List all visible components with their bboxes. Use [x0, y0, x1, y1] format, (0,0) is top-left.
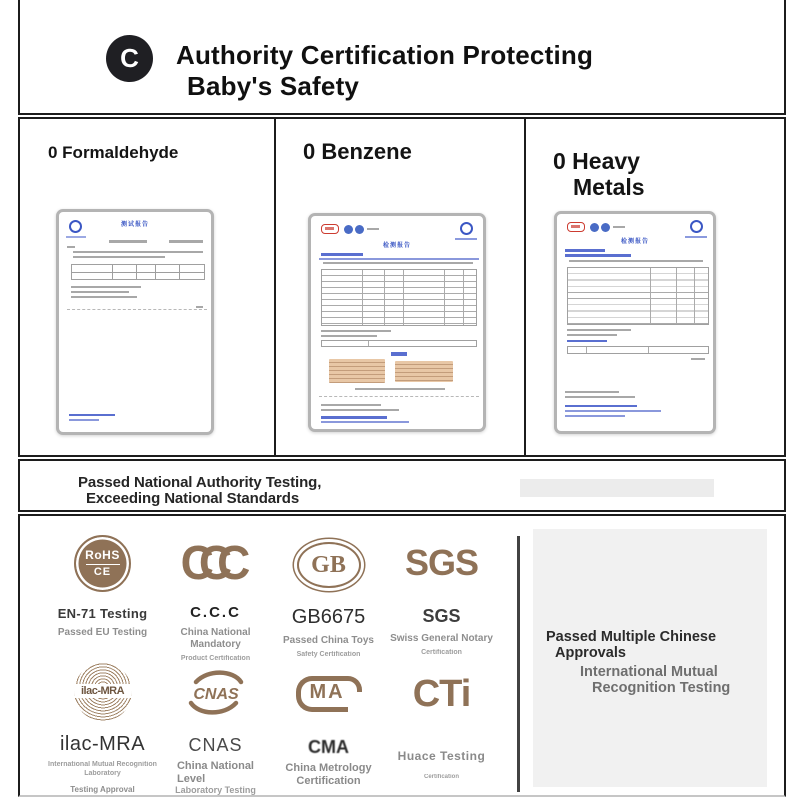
report-title: 检测报告	[620, 239, 649, 245]
logo-title: GB6675	[291, 606, 366, 628]
logo-subtitle: Level	[177, 773, 206, 785]
logo-cell-ilac-mra	[46, 663, 159, 794]
heavy-metals-test-report-image	[554, 211, 716, 434]
cert-blue-dot-icon	[355, 225, 364, 234]
lab-logo-icon	[460, 222, 473, 235]
page-title-line2: Baby's Safety	[187, 71, 360, 101]
lab-logo-icon	[690, 220, 703, 233]
approvals-summary-panel	[533, 529, 767, 787]
logo-subtitle: Passed China Toys	[283, 635, 374, 646]
logo-cell-cma	[272, 663, 385, 794]
chinese-approvals-text: Passed Multiple Chinese Approvals	[546, 629, 717, 661]
band-highlight-rect	[520, 479, 714, 497]
approvals-section	[18, 514, 786, 797]
logo-subtitle: China National	[180, 627, 251, 638]
logo-title: CNAS	[188, 735, 243, 755]
report-title: 检测报告	[382, 243, 411, 249]
logo-title: C.C.C	[190, 604, 241, 621]
sgs-logo-icon: SGS	[404, 542, 479, 583]
page-title	[176, 40, 593, 102]
c-badge-icon: C	[106, 35, 153, 82]
logo-subtitle: China Metrology	[285, 762, 372, 774]
logo-subtitle: China National	[176, 760, 254, 772]
logo-cell-rohs	[46, 532, 159, 663]
logo-footnote: Safety Certification	[296, 651, 361, 658]
logo-title: SGS	[422, 606, 461, 626]
report-title: 测试报告	[120, 222, 149, 228]
logo-footnote: Product Certification	[180, 655, 251, 662]
formaldehyde-test-report-image	[56, 209, 214, 435]
zero-heavy-metals-label: 0 Heavy Metals	[553, 148, 645, 200]
gb-logo-icon: GB	[297, 542, 361, 588]
certificate-column-benzene	[276, 119, 526, 455]
cti-logo-icon: CTi	[412, 672, 471, 715]
header-section	[18, 0, 786, 115]
logo-title: Huace Testing	[397, 749, 486, 763]
logo-footnote: Laboratory Testing	[175, 785, 256, 795]
zero-formaldehyde-label: 0 Formaldehyde	[48, 143, 179, 162]
logo-footnote: Certification	[421, 649, 462, 656]
zero-benzene-label: 0 Benzene	[303, 139, 412, 164]
cert-blue-dot-icon	[590, 223, 599, 232]
certificates-section	[18, 117, 786, 457]
certificate-column-formaldehyde	[20, 119, 276, 455]
logo-cell-sgs	[385, 532, 498, 663]
logo-subtitle: International Mutual Recognition	[48, 761, 157, 768]
certification-logo-grid	[46, 532, 498, 794]
certificate-column-heavy-metals	[526, 119, 784, 455]
cnc-red-logo-icon	[321, 224, 339, 234]
logo-subtitle: Mandatory	[190, 639, 241, 650]
logo-subtitle: Swiss General Notary	[390, 633, 493, 644]
logo-cell-cnas	[159, 663, 272, 794]
ccc-logo-icon: CCC	[180, 534, 236, 590]
standards-band	[18, 459, 786, 512]
ilac-mra-logo-icon: ilac-MRA	[74, 663, 132, 721]
stamp-area	[395, 361, 453, 382]
svg-text:CNAS: CNAS	[192, 686, 239, 703]
mutual-recognition-text: International Mutual Recognition Testing	[580, 664, 731, 696]
page-title-line1: Authority Certification Protecting	[176, 40, 594, 70]
logo-title: CMA	[308, 737, 349, 757]
logo-subtitle: Certification	[296, 775, 361, 787]
cert-blue-dot-icon	[601, 223, 610, 232]
vertical-divider	[517, 536, 520, 792]
logo-title: EN-71 Testing	[57, 606, 148, 621]
cnc-red-logo-icon	[567, 222, 585, 232]
logo-cell-cti	[385, 663, 498, 794]
cnas-logo-icon	[183, 670, 249, 716]
logo-footnote: Testing Approval	[70, 785, 135, 794]
logo-subtitle: Laboratory	[84, 770, 121, 777]
logo-cell-ccc	[159, 532, 272, 663]
stamp-area	[329, 359, 385, 383]
cert-blue-dot-icon	[344, 225, 353, 234]
logo-cell-gb	[272, 532, 385, 663]
benzene-test-report-image	[308, 213, 486, 432]
logo-footnote: Certification	[423, 774, 459, 780]
logo-subtitle: Passed EU Testing	[57, 627, 148, 638]
logo-title: ilac-MRA	[59, 733, 146, 755]
cma-logo-icon: MA	[296, 674, 362, 714]
standards-statement: Passed National Authority Testing, Exceeding National Standards	[78, 474, 322, 507]
rohs-ce-logo-icon: RoHS CE	[74, 535, 131, 592]
